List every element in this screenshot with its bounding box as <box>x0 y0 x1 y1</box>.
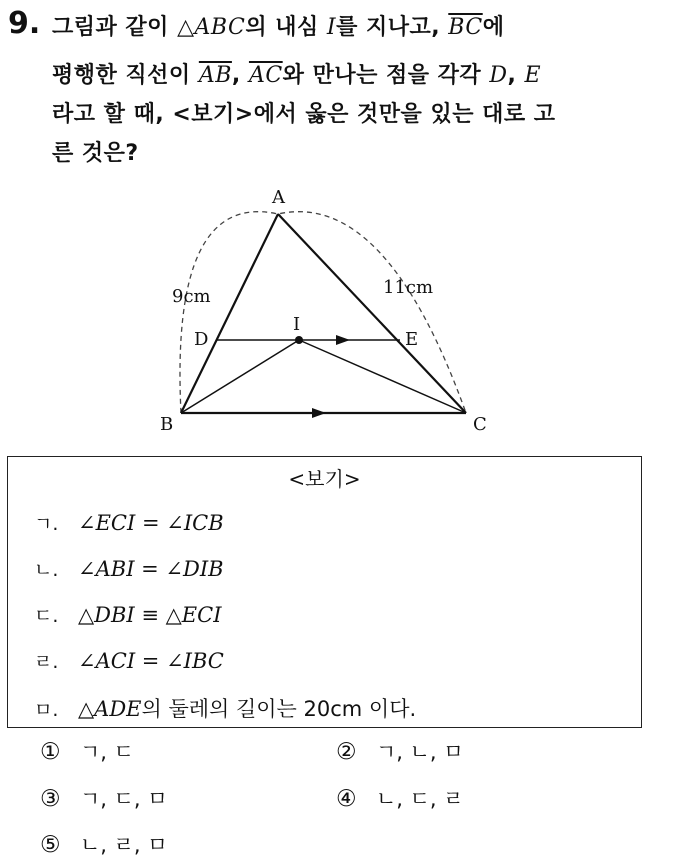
stem-text: 그림과 같이 <box>52 15 178 40</box>
bogi-expression: ∠ECI = ∠ICB <box>78 511 224 535</box>
triangle-symbol: △ <box>177 15 195 40</box>
stem-text: 에 <box>482 15 505 40</box>
label-c: C <box>473 414 487 435</box>
choice-4[interactable] <box>336 783 464 813</box>
choice-2[interactable] <box>336 736 464 766</box>
parallel-arrow-de <box>336 335 350 345</box>
choice-text: ㄱ, ㄴ, ㅁ <box>376 740 464 764</box>
segment-ab: $\overline{AB}$ <box>198 63 232 88</box>
length-ab-label: 9cm <box>172 286 211 307</box>
label-e: E <box>405 329 419 350</box>
choice-mark: ② <box>336 739 357 765</box>
segment-bc: $\overline{BC}$ <box>448 15 483 40</box>
dashed-arc <box>180 212 466 413</box>
label-d: D <box>194 329 209 350</box>
question-line-4: 른 것은? <box>52 141 139 166</box>
bogi-expression: △ADE <box>78 697 142 721</box>
choice-1[interactable] <box>40 736 134 766</box>
segment-ac: $\overline{AC}$ <box>248 63 283 88</box>
bogi-item-1 <box>34 509 224 536</box>
choice-text: ㄴ, ㄷ, ㄹ <box>376 787 464 811</box>
bogi-item-3 <box>34 601 222 628</box>
bogi-expression: ∠ABI = ∠DIB <box>78 557 224 581</box>
math-i: I <box>326 15 337 40</box>
bogi-item-4 <box>34 647 224 674</box>
choice-mark: ① <box>40 739 61 765</box>
label-i: I <box>293 314 301 335</box>
incenter-point <box>295 336 303 344</box>
stem-text: 의 내심 <box>245 15 327 40</box>
math-d: D <box>489 63 508 88</box>
stem-text: , <box>507 63 525 88</box>
choice-text: ㄱ, ㄷ <box>80 740 134 764</box>
stem-text: 평행한 직선이 <box>52 63 199 88</box>
parallel-arrow-bc <box>312 408 326 418</box>
bogi-item-2 <box>34 555 224 582</box>
bogi-expression: ∠ACI = ∠IBC <box>78 649 224 673</box>
label-b: B <box>160 414 174 435</box>
math-e: E <box>524 63 542 88</box>
bogi-marker: ㄴ. <box>34 559 59 581</box>
label-a: A <box>272 187 285 208</box>
choice-3[interactable] <box>40 783 168 813</box>
choice-mark: ③ <box>40 786 61 812</box>
stem-text: , <box>231 63 249 88</box>
math-abc: ABC <box>194 15 246 40</box>
bogi-marker: ㄹ. <box>34 651 59 673</box>
choice-text: ㄱ, ㄷ, ㅁ <box>80 787 168 811</box>
bogi-expression: △DBI ≡ △ECI <box>78 603 222 627</box>
bogi-box <box>7 456 642 728</box>
bogi-item-5 <box>34 693 416 723</box>
bogi-marker: ㅁ. <box>34 699 59 721</box>
stem-text: 와 만나는 점을 각각 <box>282 63 490 88</box>
length-ac-label: 11cm <box>383 277 434 298</box>
question-line-3: 라고 할 때, <보기>에서 옳은 것만을 있는 대로 고 <box>52 102 556 127</box>
choice-5[interactable] <box>40 829 168 859</box>
choice-text: ㄴ, ㄹ, ㅁ <box>80 833 168 857</box>
bogi-title: <보기> <box>288 467 361 491</box>
bogi-suffix: 의 둘레의 길이는 20cm 이다. <box>141 697 417 721</box>
choice-mark: ⑤ <box>40 832 61 858</box>
bogi-marker: ㄷ. <box>34 605 59 627</box>
question-number: 9. <box>8 6 41 41</box>
stem-text: 를 지나고, <box>336 15 449 40</box>
bogi-marker: ㄱ. <box>34 513 59 535</box>
choice-mark: ④ <box>336 786 357 812</box>
